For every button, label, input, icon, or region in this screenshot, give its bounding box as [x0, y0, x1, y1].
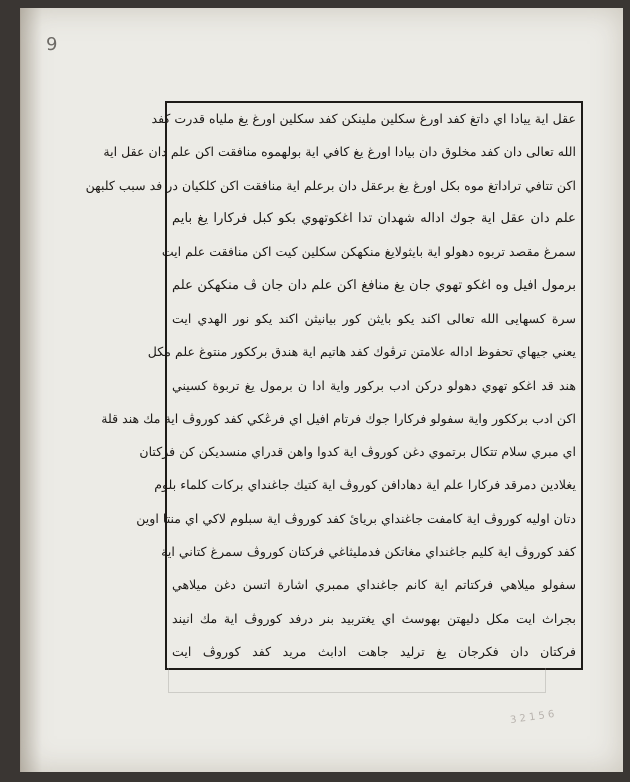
text-line-17: فركتان دان فكرجان يغ ترليد جاهت ادابث مريد كفد كوروڤ ايت — [172, 644, 576, 659]
text-line-3: اكن تتافي تراداتغ موه بكل اورغ يغ برعقل دان برعلم اية منافقت اكن كلكيان در فد سبب كلبهن — [85, 177, 576, 193]
text-line-2: الله تعالى دان كفد مخلوق دان بيادا اورغ يغ كافي اية بولهموه منافقت اكن علم دان عقل اية — [103, 144, 576, 160]
text-line-1: عقل اية ييادا اي داتغ كفد اورغ سكلين ملينكن كفد سكلين اورغ يغ ملياه قدرت كفد — [151, 111, 576, 126]
text-line-12: يغلادين دمرقد فركارا علم اية دهادافن كوروڤ اية كتيك جاغنداي بركات كلماء بلوم — [154, 477, 576, 493]
text-line-10: اكن ادب برككور واية سفولو فركارا جوك فرتام افيل اي فرڠكي كفد كوروڤ اية مك هند قلة — [101, 410, 576, 426]
page-spine-shadow — [20, 8, 42, 772]
text-line-13: دتان اوليه كوروڤ اية كامفت جاغنداي بريائ كفد كوروڤ اية سبلوم لاكي اي منتا اوين — [136, 510, 576, 526]
bleed-through-frame — [168, 668, 546, 693]
text-line-5: سمرغ مقصد تربوه دهولو اية بايثولايغ منكهكن سكلين كيت اكن منافقت علم ايت — [161, 244, 576, 260]
text-line-16: بجراث ايت مكل دليهتن بهوسث اي يغتربيد بنر درفد كوروڤ اية مك انيند — [172, 610, 576, 626]
text-line-9: هند قد اغكو تهوي دهولو دركن ادب بركور واية ادا ن برمول يغ تربوة كسيني — [172, 377, 576, 393]
text-frame — [85, 101, 583, 670]
text-line-15: سفولو ميلاهي فركتاتم اية كانم جاغنداي ممبري اشارة اتسن دغن ميلاهي — [172, 577, 576, 593]
library-stamp: 3 2 1 5 6 — [509, 708, 556, 727]
text-lines — [85, 109, 576, 662]
text-line-6: برمول افيل وه اغكو تهوي جان يغ منافغ اكن علم دان جان ڤ منكهكن علم — [172, 277, 576, 293]
page-number: 9 — [46, 34, 58, 55]
text-line-7: سرة كسهايى الله تعالى اكند يكو بايثن كور بيانيثن اكند يكو نور الهدي ايت — [172, 310, 576, 326]
text-line-4: علم دان عقل اية جوك اداله شهدان تدا اغكوتهوي بكو كبل فركارا يغ بايم — [172, 210, 576, 226]
text-line-11: اي مبري سلام تتكال برتموي دغن كوروڤ اية كدوا واهن قدراي منسديكن كن فركتان — [139, 444, 576, 460]
text-line-8: يعني جيهاي تحفوظ اداله علامتن ترڤوك كفد هاتيم اية هندق برككور منتوغ علم مكل — [147, 344, 576, 360]
text-line-14: كفد كوروڤ اية كليم جاغنداي مغاتكن فدمليثاغي فركتان كوروڤ سمرغ كتاني اية — [161, 544, 576, 560]
